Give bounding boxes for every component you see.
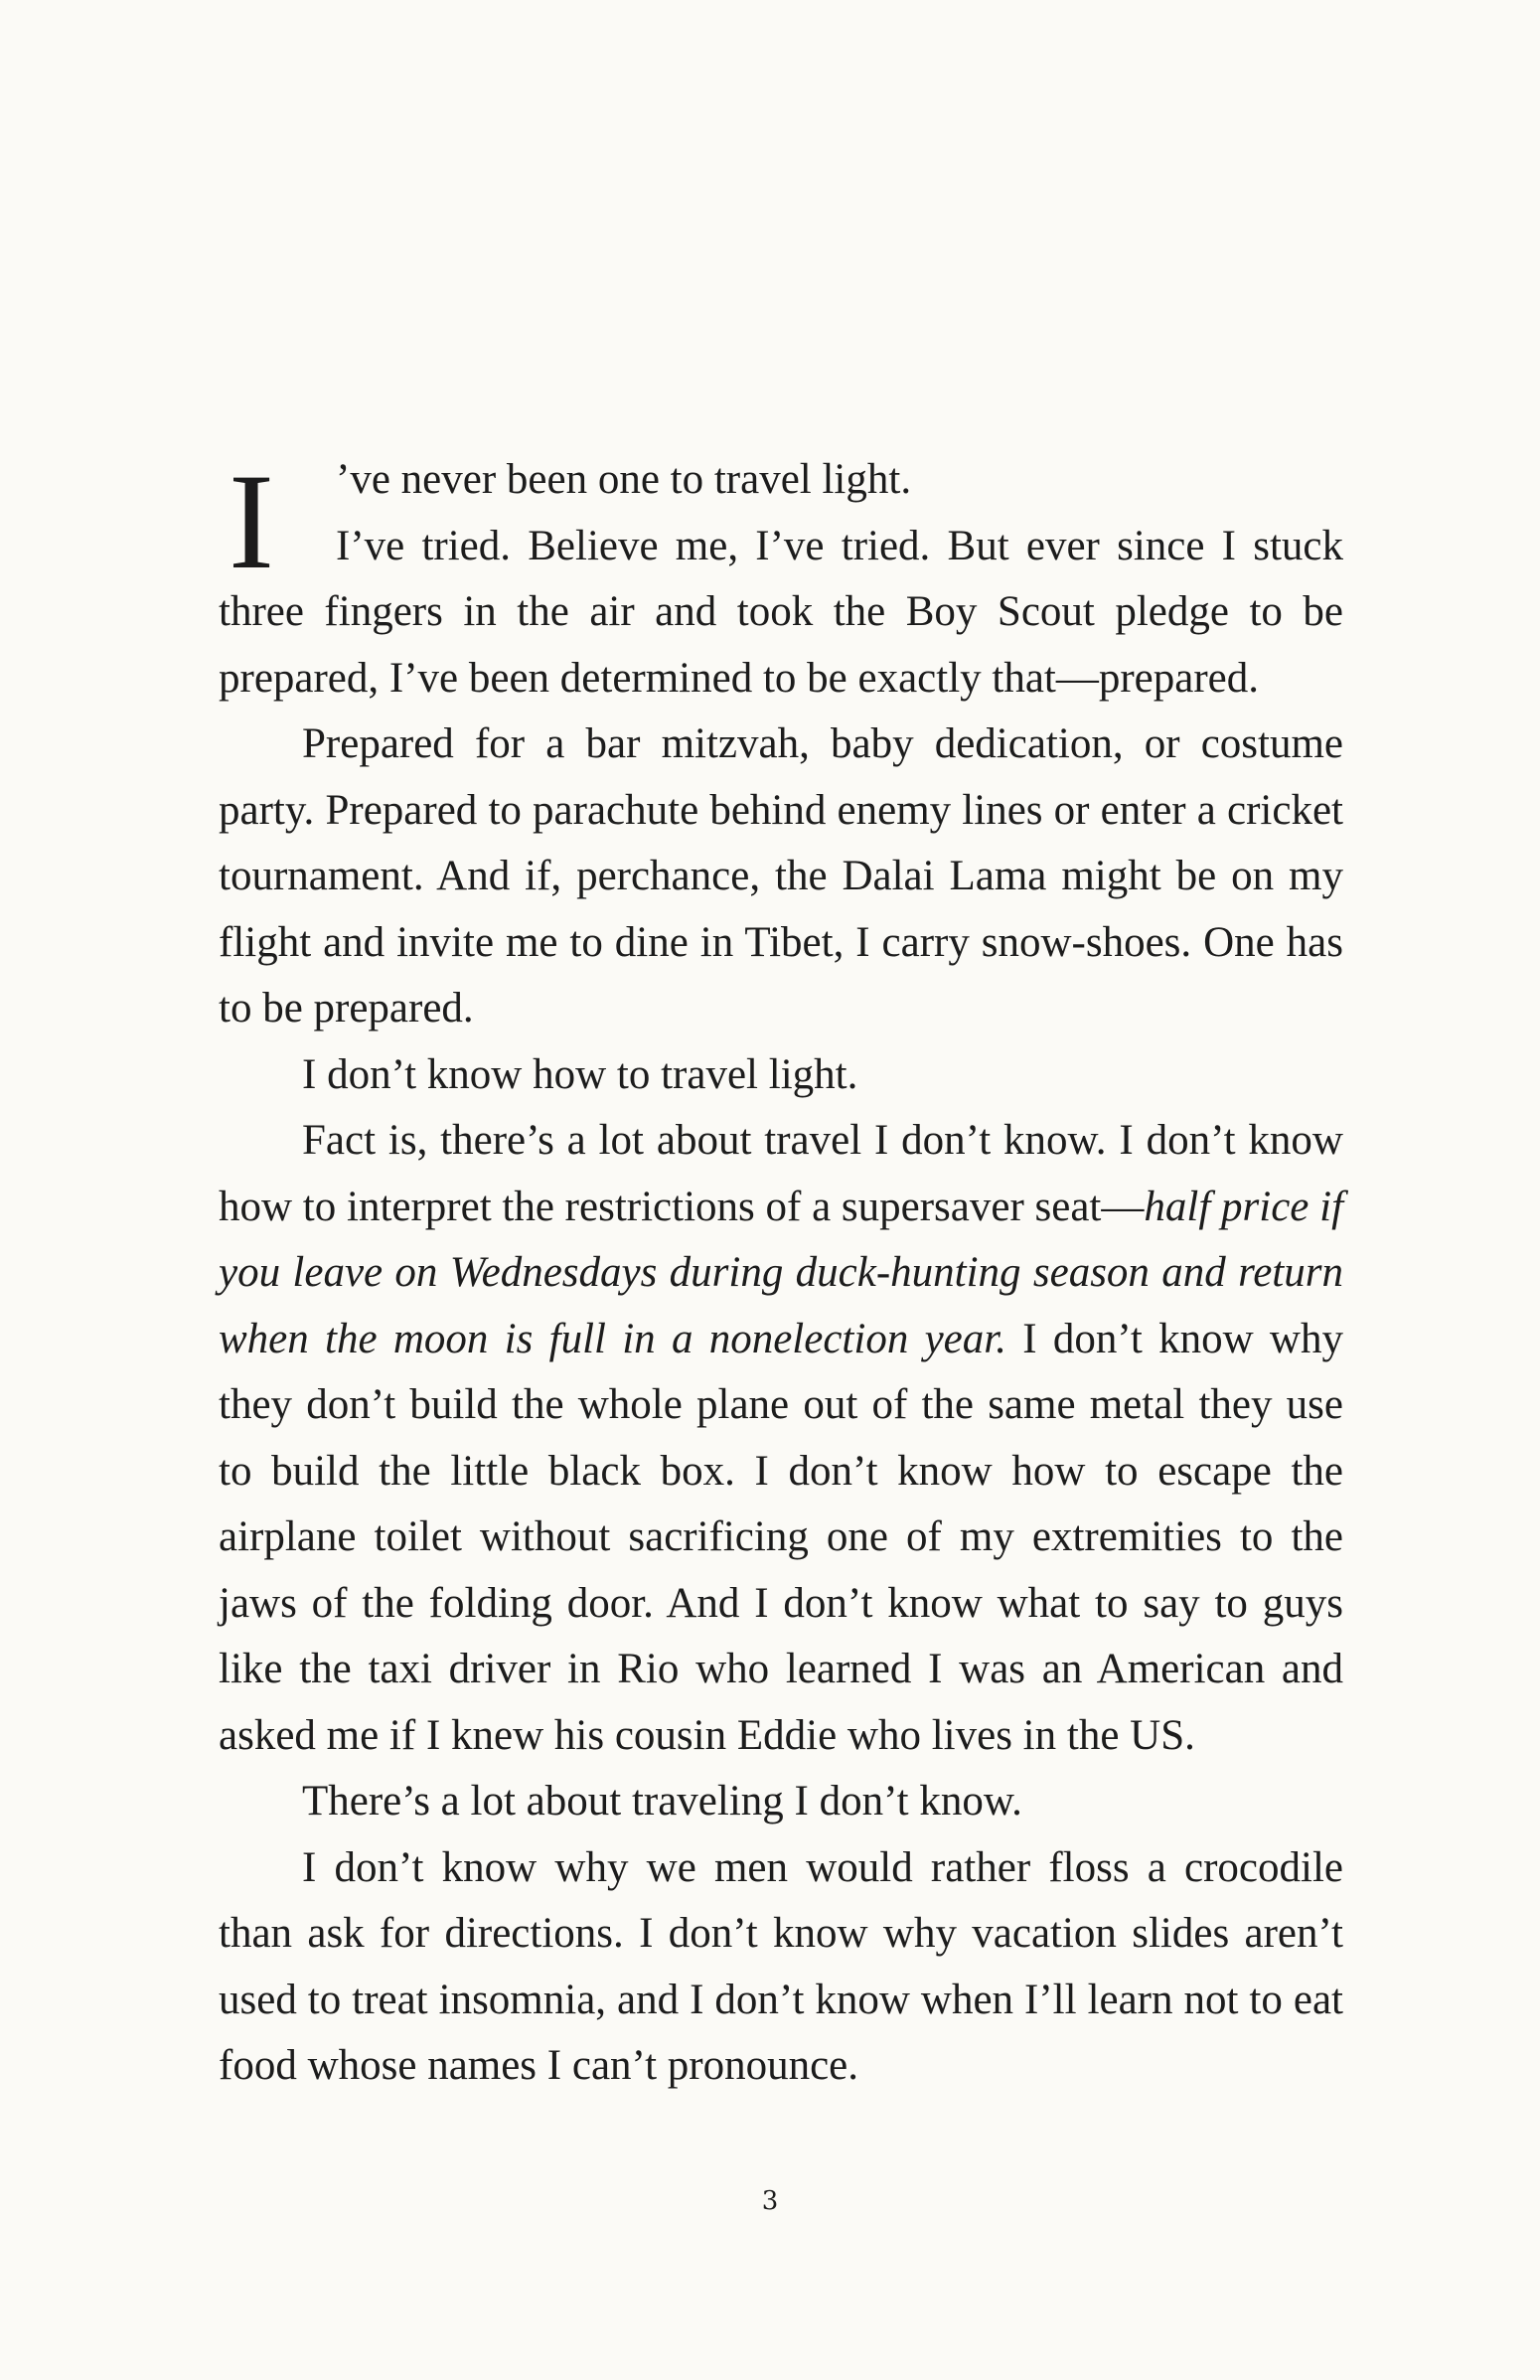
opening-line: ’ve never been one to travel light. (336, 456, 912, 503)
fact-text-italic: half price if you leave on Wednesdays during duck-hunting season and return when the moon is full in a nonelection year. (219, 1183, 1344, 1362)
paragraph: I’ve tried. Believe me, I’ve tried. But ever since I stuck three fingers in the air and took the Boy Scout pledge to be prepared, I’ve been determined to be exactly that—prepared. (219, 522, 1343, 702)
drop-cap: I (229, 445, 274, 597)
paragraph: I don’t know how to travel light. (302, 1050, 858, 1098)
fact-paragraph (219, 1108, 1343, 1769)
opening-paragraph (219, 445, 1343, 597)
body-text (219, 447, 1343, 2100)
paragraph: There’s a lot about traveling I don’t know. (302, 1778, 1022, 1825)
paragraph: I don’t know why we men would rather floss a crocodile than ask for directions. I don’t know why vacation slides aren’t used to treat insomnia, and I don’t know when I’ll learn not to eat food whose names I can’t pronounce. (219, 1843, 1343, 2089)
page-number: 3 (761, 2186, 779, 2216)
fact-text-before: Fact is, there’s a lot about travel I don’t know. I don’t know how to interpret the restrictions of a supersaver seat— (219, 1117, 1343, 1230)
paragraph: Prepared for a bar mitzvah, baby dedication, or costume party. Prepared to parachute behind enemy lines or enter a cricket tournament. And if, perchance, the Dalai Lama might be on my flight and invite me to dine in Tibet, I carry snow-shoes. One has to be prepared. (219, 720, 1343, 1031)
fact-text-after: I don’t know why they don’t build the whole plane out of the same metal they use to build the little black box. I don’t know how to escape the airplane toilet without sacrificing one of my extremities to the jaws of the folding door. And I don’t know what to say to guys like the taxi driver in Rio who learned I was an American and asked me if I knew his cousin Eddie who lives in the US. (219, 1315, 1343, 1759)
